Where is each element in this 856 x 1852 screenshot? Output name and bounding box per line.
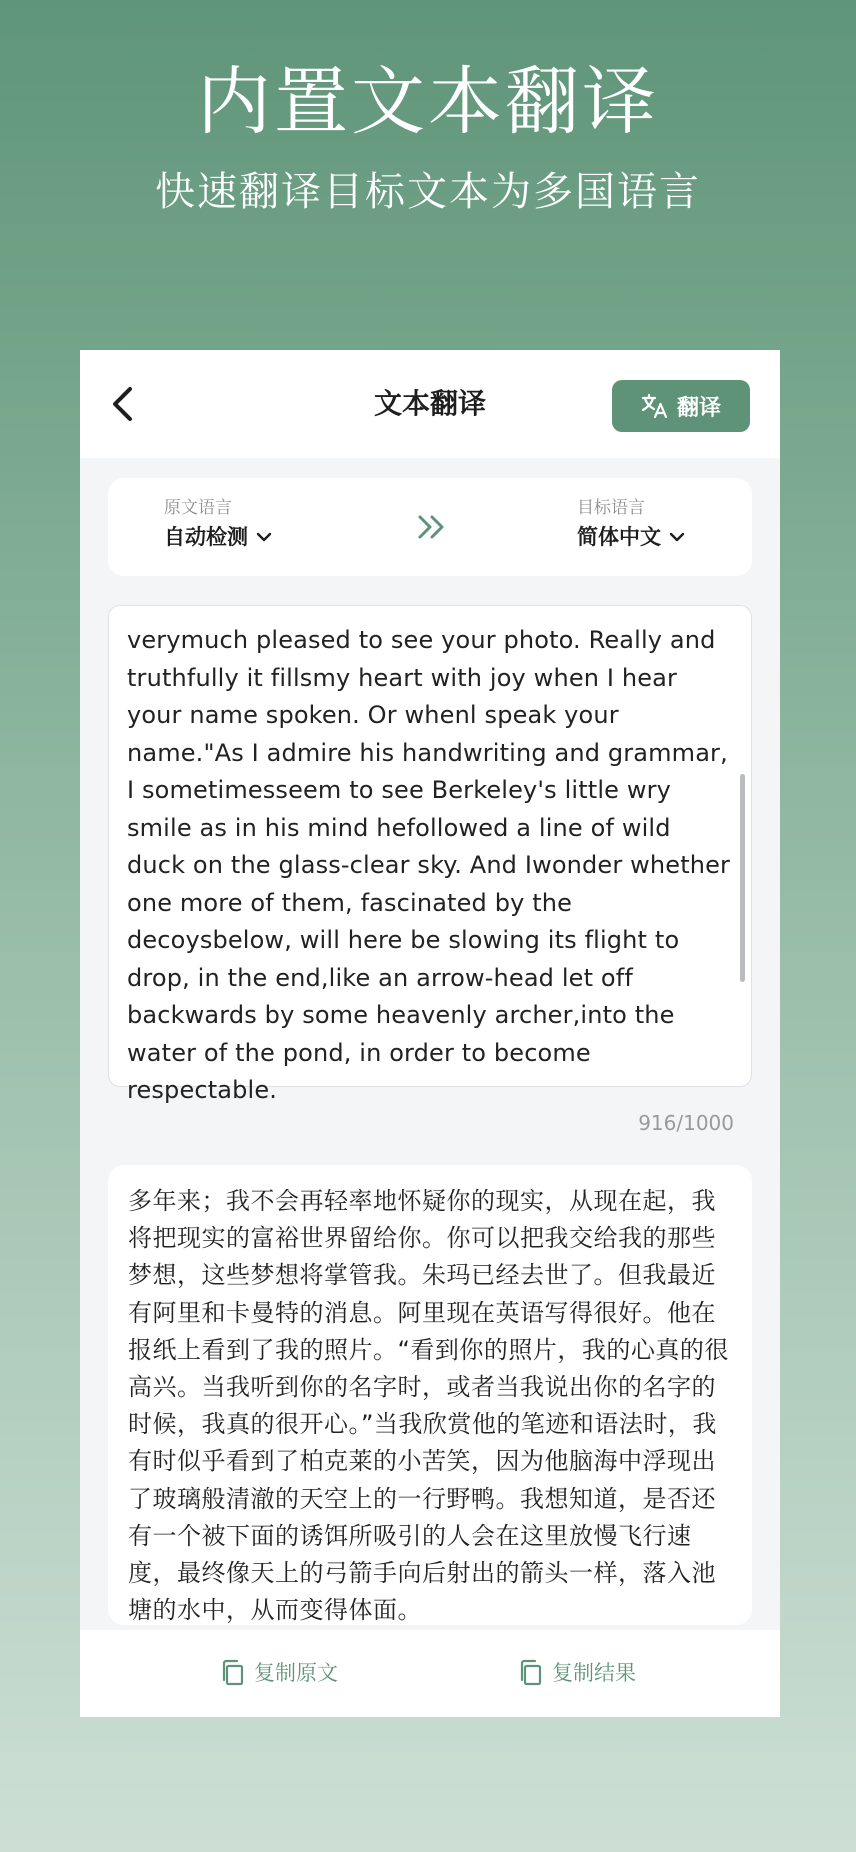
character-counter: 916/1000	[638, 1111, 734, 1135]
target-language-label: 目标语言	[577, 498, 645, 518]
target-language-value: 简体中文	[577, 525, 661, 549]
source-text-input[interactable]	[108, 605, 752, 1104]
copy-icon	[220, 1659, 246, 1687]
hero-subtitle: 快速翻译目标文本为多国语言	[155, 169, 701, 215]
double-chevron-right-icon[interactable]	[416, 512, 448, 542]
hero-title: 内置文本翻译	[197, 59, 659, 145]
result-text: 多年来；我不会再轻率地怀疑你的现实，从现在起，我将把现实的富裕世界留给你。你可以把我交给我的那些梦想，这些梦想将掌管我。朱玛已经去世了。但我最近有阿里和卡曼特的消息。阿里现在英语写得很好。他在报纸上看到了我的照片。“看到你的照片，我的心真的很高兴。当我听到你的名字时，或者当我说出你的名字的时候，我真的很开心。”当我欣赏他的笔迹和语法时，我有时似乎看到了柏克莱的小苦笑，因为他脑海中浮现出了玻璃般清澈的天空上的一行野鸭。我想知道，是否还有一个被下面的诱饵所吸引的人会在这里放慢飞行速度，最终像天上的弓箭手向后射出的箭头一样，落入池塘的水中，从而变得体面。	[128, 1187, 729, 1625]
translation-card	[80, 350, 780, 1717]
target-language-dropdown[interactable]	[577, 520, 685, 554]
copy-original-label: 复制原文	[254, 1661, 338, 1685]
chevron-down-icon	[669, 531, 685, 543]
language-selector	[108, 478, 752, 576]
copy-icon	[518, 1659, 544, 1687]
copy-result-button[interactable]	[518, 1658, 636, 1688]
bottom-action-bar	[80, 1630, 780, 1717]
source-language-dropdown[interactable]	[164, 520, 272, 554]
translation-result	[108, 1165, 752, 1625]
copy-original-button[interactable]	[220, 1658, 338, 1688]
translate-icon	[641, 393, 669, 419]
translate-button[interactable]	[612, 380, 750, 432]
target-language-selector[interactable]	[577, 496, 685, 554]
source-language-label: 原文语言	[164, 498, 232, 518]
translate-button-label: 翻译	[676, 395, 721, 421]
source-language-value: 自动检测	[164, 525, 248, 549]
source-language-selector[interactable]	[164, 496, 272, 554]
page-title: 文本翻译	[373, 387, 486, 420]
scrollbar-thumb[interactable]	[740, 774, 745, 982]
copy-result-label: 复制结果	[552, 1661, 636, 1685]
chevron-down-icon	[256, 531, 272, 543]
top-bar	[80, 350, 780, 458]
source-text[interactable]: verymuch pleased to see your photo. Really and truthfully it fillsmy heart with joy when I hear your name spoken. Or whenl speak your name."As I admire his handwriting and grammar, I sometimesseem to see Berkeley's little wry smile as in his mind hefollowed a line of wild duck on the glass-clear sky. And Iwonder whether one more of them, fascinated by the decoysbelow, will here be slowing its flight to drop, in the end,like an arrow-head let off backwards by some heavenly archer,into the water of the pond, in order to become respectable.	[127, 626, 731, 1104]
